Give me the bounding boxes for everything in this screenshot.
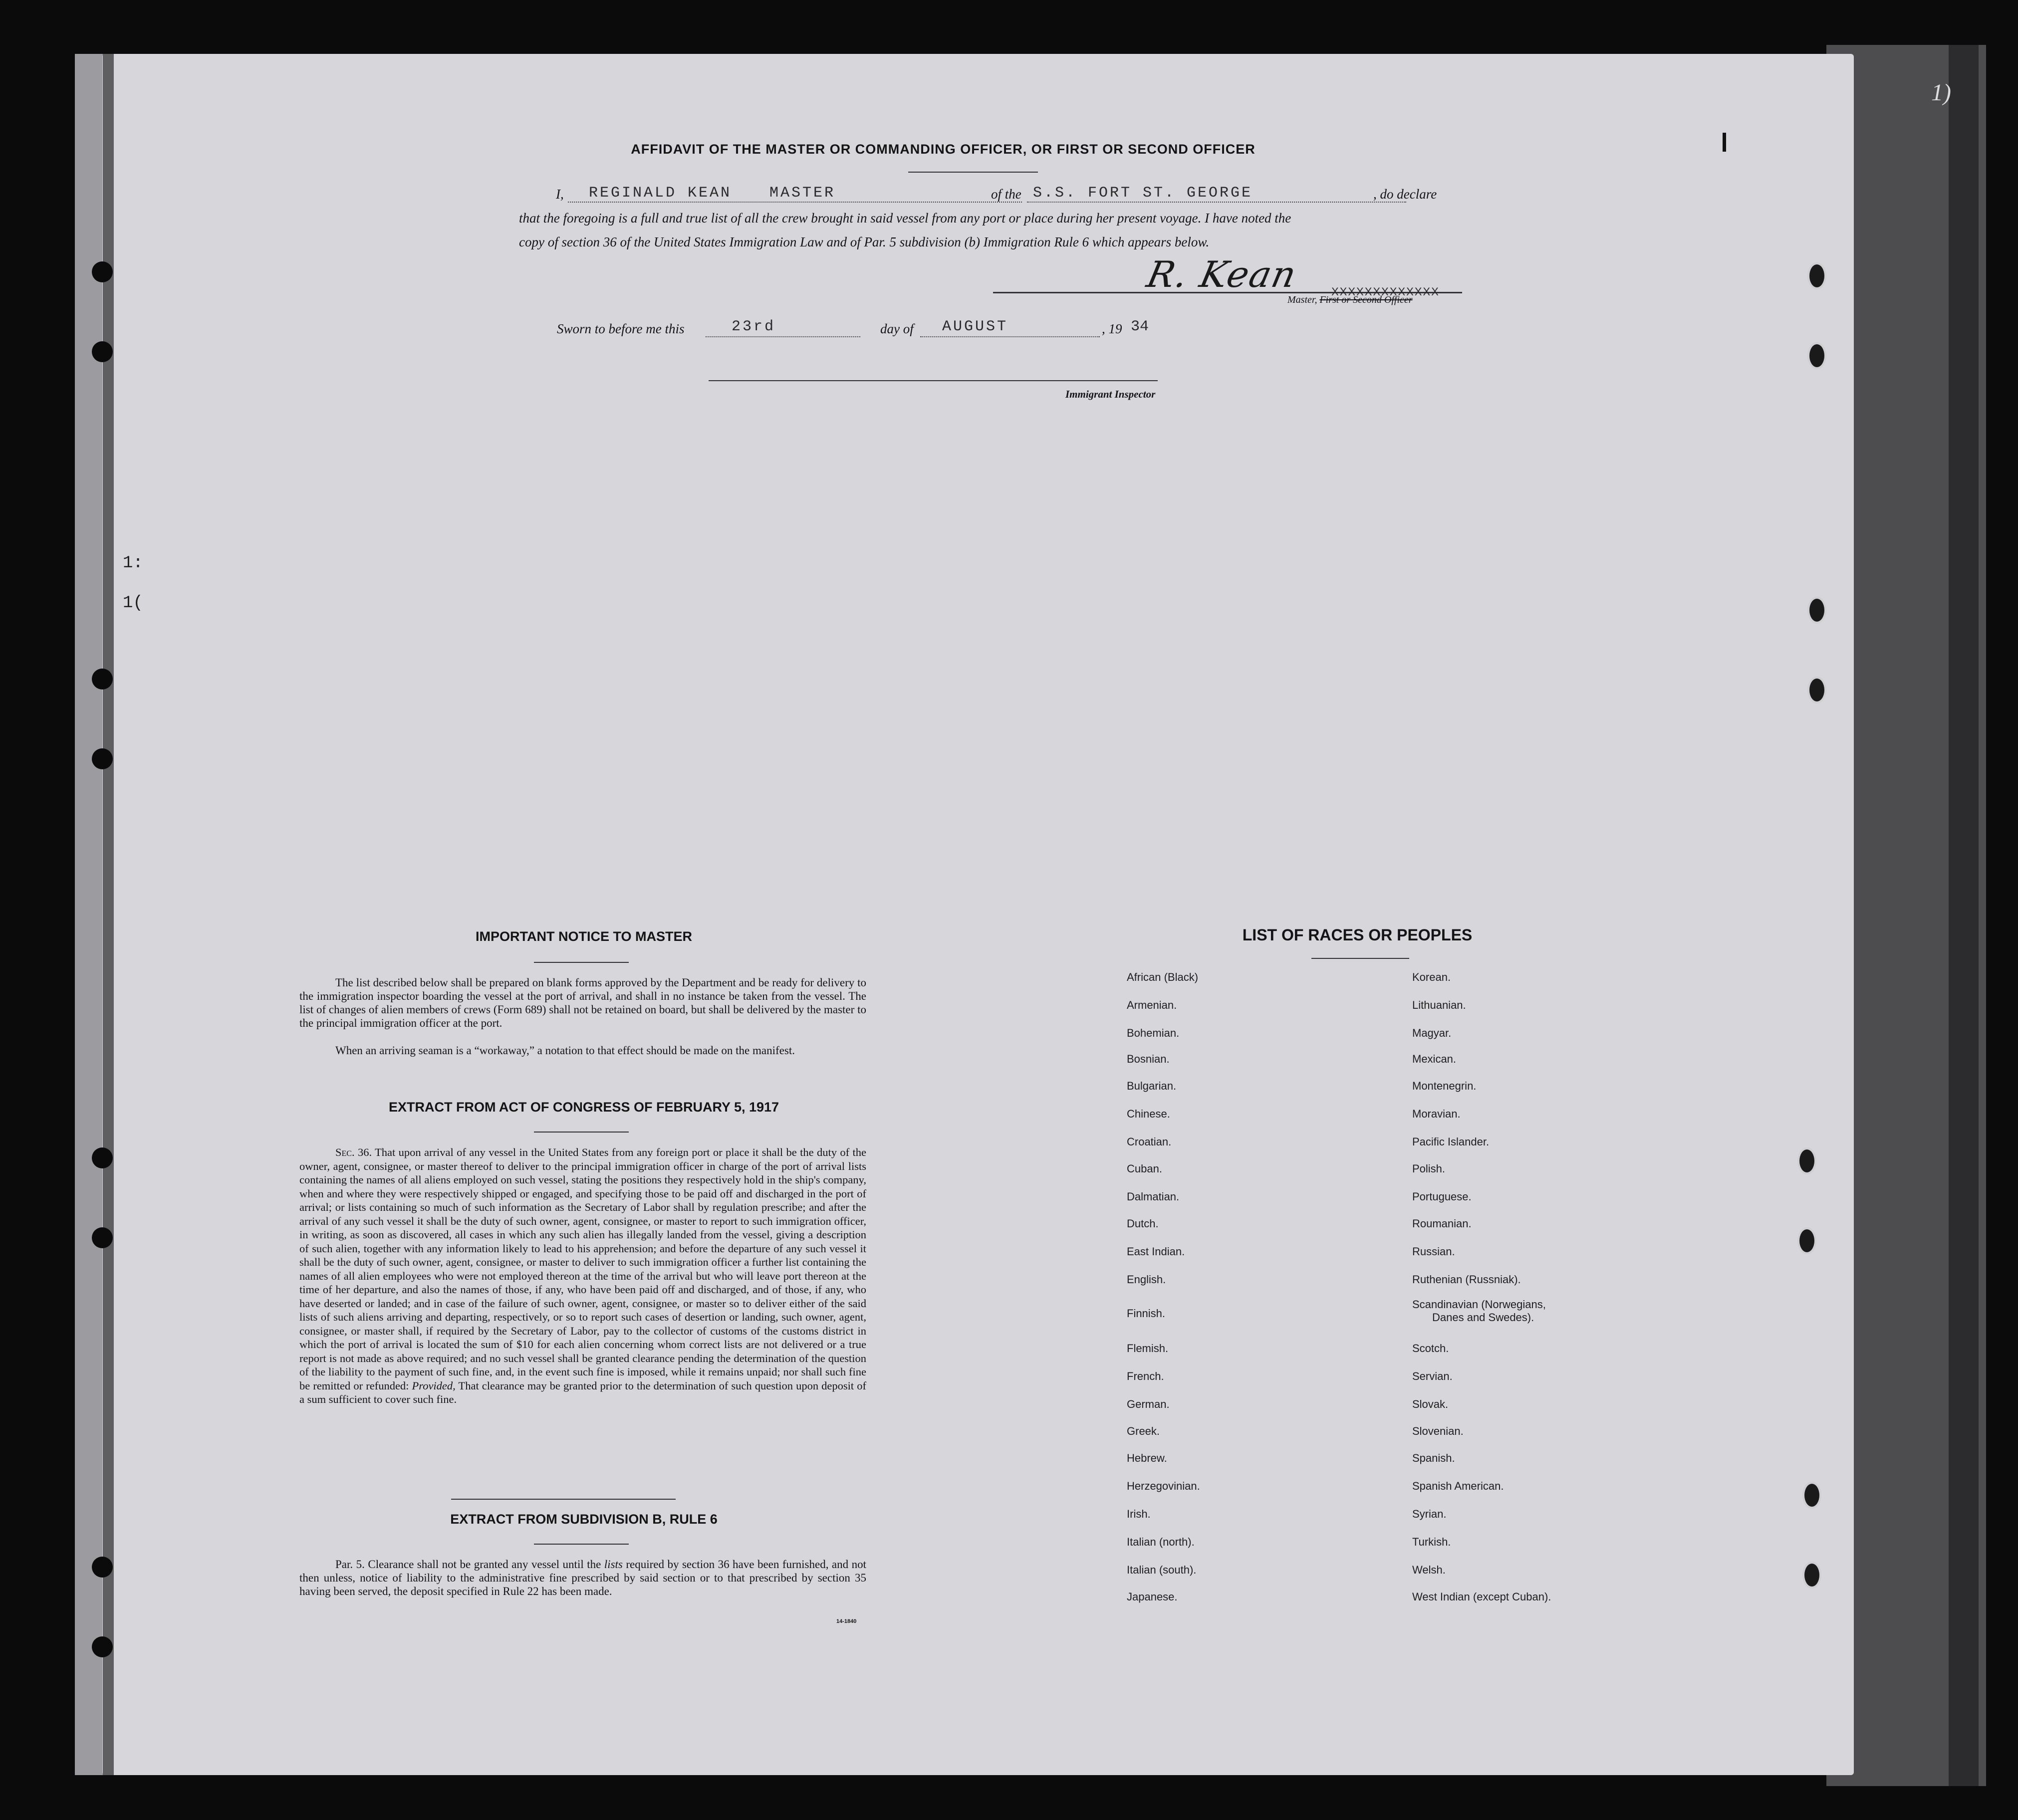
extract-act-text [299,1145,866,1406]
race-item: Turkish. [1412,1536,1451,1548]
race-item: French. [1127,1370,1164,1382]
race-item: Ruthenian (Russniak). [1412,1273,1521,1286]
race-item: African (Black) [1127,971,1199,983]
punch-hole [1802,1562,1821,1589]
race-item: Roumanian. [1412,1217,1472,1230]
race-item: Servian. [1412,1370,1453,1382]
race-item: Slovak. [1412,1398,1449,1410]
punch-hole [1797,1227,1816,1254]
sec-label: Sec. 36. [335,1146,372,1158]
race-item: Herzegovinian. [1127,1480,1200,1492]
notice-title-rule [534,962,629,963]
typed-master-rank: MASTER [769,185,836,202]
punch-hole [92,1147,113,1168]
race-item: Portuguese. [1412,1190,1472,1203]
race-item: Scotch. [1412,1342,1449,1355]
extract-rule-text [299,1558,866,1598]
affidavit-line2: that the foregoing is a full and true list of all the crew brought in said vessel from any port or place during her present voyage. I have noted the [519,211,1291,226]
race-item: Finnish. [1127,1307,1166,1320]
notice-paragraph-1: The list described below shall be prepared on blank forms approved by the Department and be ready for delivery to the immigration inspector boarding the vessel at the port of arrival, and shall in no instance be taken from the vessel. The list of changes of alien members of crews (Form 689) shall not be retained on board, but shall be delivered by the master to the principal immigration officer at the port. [299,976,866,1029]
punch-hole [92,748,113,769]
affidavit-title: AFFIDAVIT OF THE MASTER OR COMMANDING OFFICER, OR FIRST OR SECOND OFFICER [631,142,1256,157]
provided-word: Provided, [412,1379,456,1392]
races-title: LIST OF RACES OR PEOPLES [1242,926,1473,944]
extract-separator-rule [451,1499,676,1500]
affidavit-i-prefix: I, [556,187,564,202]
race-item: Bulgarian. [1127,1080,1177,1092]
sec-36-text-end: That clearance may be granted prior to the determination of such question upon deposit of a sum sufficient to cover such fine. [299,1379,866,1405]
affidavit-line1 [519,187,1467,207]
race-item: Irish. [1127,1508,1151,1520]
race-item: Italian (north). [1127,1536,1195,1548]
punch-hole [1797,1147,1816,1174]
form-number: 14-1840 [836,1618,857,1624]
extract-rule-title: EXTRACT FROM SUBDIVISION B, RULE 6 [450,1512,718,1527]
extract-act-title: EXTRACT FROM ACT OF CONGRESS OF FEBRUARY 5, 1917 [388,1100,779,1115]
punch-hole [1807,677,1826,703]
race-item: East Indian. [1127,1245,1185,1258]
race-item: Korean. [1412,971,1451,983]
race-item: Dalmatian. [1127,1190,1180,1203]
day-line [706,336,860,337]
race-item: Greek. [1127,1425,1160,1437]
master-signature: R. Kean [1143,253,1301,295]
punch-hole [92,341,113,362]
race-item: German. [1127,1398,1170,1410]
race-item: Spanish. [1412,1452,1455,1464]
races-title-rule [1311,958,1409,959]
punch-hole [92,1557,113,1578]
struck-marks: XXXXXXXXXXXXX [1331,285,1440,298]
month-line [920,336,1100,337]
race-item: Mexican. [1412,1053,1457,1065]
punch-hole [92,669,113,689]
race-item: Welsh. [1412,1564,1446,1576]
race-item: Croatian. [1127,1136,1172,1148]
race-item: Spanish American. [1412,1480,1504,1492]
back-sheet-stripe [1949,45,1979,1786]
day-of: day of [880,321,914,336]
sec-36-text: That upon arrival of any vessel in the United States from any foreign port or place it shall be the duty of the owner, agent, consignee, or master thereof to deliver to the principal immigration officer in charge of the port of arrival lists containing the names of all aliens employed on such vessel, stating the positions they respectively hold in the ship's company, when and where they were respectively shipped or engaged, and specifying those to be paid off and discharged in the port of arrival; or lists containing so much of such information as the Secretary of Labor shall by regulation prescribe; and after the arrival of any such vessel it shall be the duty of such owner, agent, consignee, or master to report to such immigration officer, in writing, as soon as discovered, all cases in which any such alien has illegally landed from the vessel, giving a description of such alien, together with any information likely to lead to his apprehension; and before the departure of any such vessel it shall be the duty of such owner, agent, consignee, or master to deliver to such immigration officer a further list containing the names of all alien employees who were not employed thereon at the time of the arrival but who will leave port thereon at the time of her departure, and also the names of those, if any, who have been paid off and discharged, and of those, if any, who have deserted or landed; and in case of the failure of such owner, agent, consignee, or master so to deliver either of the said lists of such aliens arriving and departing, respectively, or so to report such cases of desertion or landing, such owner, agent, consignee, or master shall, if required by the Secretary of Labor, pay to the collector of customs of the customs district in which the port of arrival is located the sum of $10 for each alien concerning whom correct lists are not delivered or a true report is not made as above required; and no such vessel shall be granted clearance pending the determination of the question of the liability to the payment of such fine, and, in the event such fine is imposed, while it remains unpaid; nor shall such fine be remitted or refunded: [299,1146,866,1392]
race-item: Chinese. [1127,1108,1170,1120]
vessel-line [1027,202,1406,203]
affidavit-of-the: of the [991,187,1021,202]
sworn-line [557,318,1206,341]
punch-hole [1807,597,1826,624]
edge-tick [1723,133,1726,152]
race-item: Italian (south). [1127,1564,1197,1576]
margin-mark: 1( [123,594,143,613]
inspector-caption: Immigrant Inspector [1065,388,1156,400]
corner-mark: 1) [1931,79,1951,106]
par-5-text-b: required by section 36 have been furnished, and not then unless, notice of liability to the administrative fine prescribed by said section or to that prescribed by section 35 having been served, the deposit specified in Rule 22 has been made. [299,1558,867,1597]
extract-act-title-rule [534,1132,629,1133]
race-item: Syrian. [1412,1508,1447,1520]
extract-rule-title-rule [534,1544,629,1545]
lists-word: lists [604,1558,623,1571]
signature-caption-struck: First or Second Officer [1319,294,1413,305]
punch-hole [92,261,113,282]
typed-year: 34 [1131,318,1149,335]
race-item: Dutch. [1127,1217,1159,1230]
race-item: Bohemian. [1127,1027,1180,1039]
race-item: Magyar. [1412,1027,1452,1039]
race-item: Russian. [1412,1245,1455,1258]
typed-month: AUGUST [942,318,1009,335]
race-item: Pacific Islander. [1412,1136,1490,1148]
affidavit-do-declare: , do declare [1373,187,1437,202]
signature-caption-master: Master, [1287,294,1320,305]
race-item: Japanese. [1127,1591,1178,1603]
page-binding-shadow [103,54,114,1775]
punch-hole [92,1227,113,1248]
race-item: Bosnian. [1127,1053,1170,1065]
race-item: Slovenian. [1412,1425,1464,1437]
race-item: Scandinavian (Norwegians, [1412,1298,1546,1311]
punch-hole [1807,262,1826,289]
race-item: Hebrew. [1127,1452,1167,1464]
affidavit-title-rule [908,172,1038,173]
par-5-text-a: Par. 5. Clearance shall not be granted any vessel until the [335,1558,601,1571]
race-item: Montenegrin. [1412,1080,1477,1092]
punch-hole [92,1636,113,1657]
punch-hole [1802,1482,1821,1509]
race-item: Armenian. [1127,999,1177,1011]
notice-paragraph-2: When an arriving seaman is a “workaway,” a notation to that effect should be made on the manifest. [335,1044,795,1057]
race-item: Cuban. [1127,1162,1162,1175]
punch-hole [1807,342,1826,369]
typed-day: 23rd [732,318,776,335]
typed-master-name: REGINALD KEAN [589,185,732,202]
race-item: Moravian. [1412,1108,1461,1120]
year-prefix: , 19 [1102,321,1122,336]
race-item: Lithuanian. [1412,999,1466,1011]
sworn-prefix: Sworn to before me this [557,321,685,336]
affidavit-line3: copy of section 36 of the United States Immigration Law and of Par. 5 subdivision (b) Immigration Rule 6 which appears below. [519,234,1210,249]
name-line [568,202,1022,203]
notice-title: IMPORTANT NOTICE TO MASTER [476,929,692,944]
race-item: West Indian (except Cuban). [1412,1591,1551,1603]
typed-vessel-name: S.S. FORT ST. GEORGE [1033,185,1253,202]
race-item: English. [1127,1273,1166,1286]
race-item: Flemish. [1127,1342,1169,1355]
race-item: Polish. [1412,1162,1446,1175]
signature-caption [1287,294,1413,306]
margin-mark: 1: [123,554,143,573]
race-item-continuation: Danes and Swedes). [1432,1311,1534,1324]
inspector-signature-line [709,380,1158,381]
